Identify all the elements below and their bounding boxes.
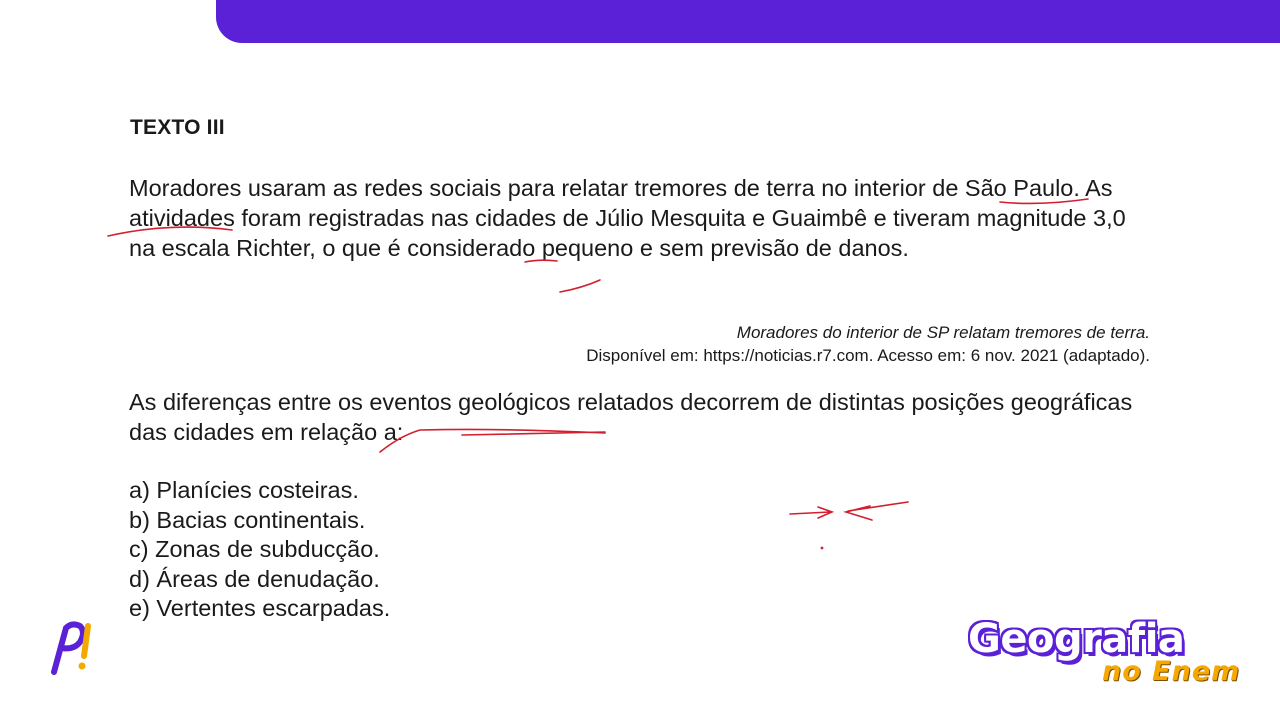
arrow-mark <box>790 502 908 520</box>
option-d[interactable]: d) Áreas de denudação. <box>129 565 380 592</box>
brand-sub-text: no Enem <box>1102 656 1241 687</box>
source-citation <box>586 321 1150 367</box>
option-a[interactable]: a) Planícies costeiras. <box>129 477 359 503</box>
text-title: TEXTO III <box>130 116 225 139</box>
brand-main-text: Geografia <box>968 616 1185 662</box>
option-e[interactable]: e) Vertentes escarpadas. <box>129 595 391 622</box>
dot-mark <box>821 547 824 550</box>
source-line: Disponível em: https://noticias.r7.com. Acesso em: 6 nov. 2021 (adaptado). <box>586 346 1150 365</box>
p-exclamation-logo-icon <box>44 616 100 676</box>
option-c[interactable]: c) Zonas de subducção. <box>129 536 380 563</box>
mark-danos <box>560 280 600 292</box>
top-accent-bar <box>216 0 1280 43</box>
source-title: Moradores do interior de SP relatam tremores de terra. <box>736 323 1150 342</box>
answer-options <box>129 476 390 624</box>
option-b[interactable]: b) Bacias continentais. <box>129 506 366 533</box>
text-paragraph: Moradores usaram as redes sociais para relatar tremores de terra no interior de São Paulo. As atividades foram registradas nas cidades de Júlio Mesquita e Guaimbê e tiveram magnitude 3,0 na escala Richter, o que é considerado pequeno e sem previsão de danos. <box>129 175 1126 261</box>
geografia-no-enem-logo <box>962 616 1242 690</box>
question-text: As diferenças entre os eventos geológicos relatados decorrem de distintas posições geográficas das cidades em relação a: <box>129 389 1133 445</box>
